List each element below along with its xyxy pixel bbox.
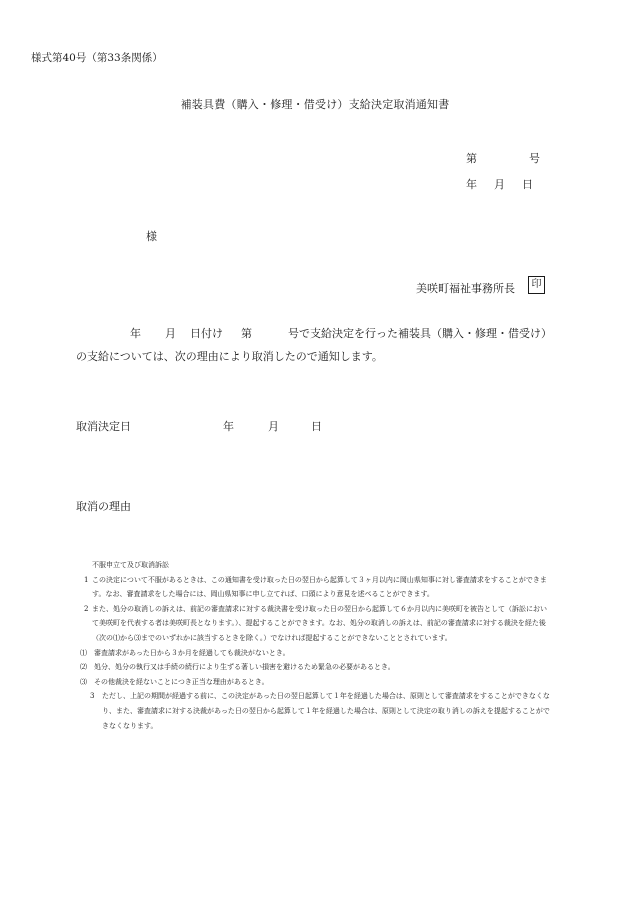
item-number: ⑶ (80, 677, 87, 686)
dai-label: 第 (466, 152, 477, 165)
body-year: 年 (130, 327, 141, 340)
paragraph-number: 3 (90, 692, 95, 701)
form-number: 様式第40号（第33条関係） (31, 52, 163, 64)
body-paragraph (76, 322, 556, 368)
cancel-date-row (76, 418, 322, 434)
paragraph-text: また、処分の取消しの訴えは、前記の審査請求に対する裁決書を受け取った日の翌日から起算して６か月以内に美咲町を被告として（訴訟において美咲町を代表する者は美咲町長となります。）、提起することができます。なお、処分の取消しの訴えは、前記の審査請求に対する裁決を経た後（次の⑴から⑶までのいずれかに該当するときを除く。）でなければ提起することができないこととされています。 (92, 604, 547, 642)
notice-title: 不服申立て及び取消訴訟 (92, 561, 169, 569)
addressee: 様 (146, 230, 157, 243)
cancel-day: 日 (311, 420, 322, 433)
document-number (466, 150, 540, 166)
paragraph-text: この決定について不服があるときは、この通知書を受け取った日の翌日から起算して３ヶ月以内に岡山県知事に対し審査請求をすることができます。なお、審査請求をした場合には、岡山県知事に申し立てれば、口頭により意見を述べることができます。 (92, 575, 547, 599)
appeal-notice (80, 558, 550, 733)
cancel-date-label: 取消決定日 (76, 420, 131, 433)
paragraph-number: 1 (84, 575, 89, 584)
day-label: 日 (522, 178, 533, 191)
month-label: 月 (494, 178, 505, 191)
body-month: 月 (165, 327, 176, 340)
body-dai: 第 (241, 327, 252, 340)
notice-item-3 (80, 675, 550, 690)
year-label: 年 (466, 178, 477, 191)
item-text: その他裁決を経ないことにつき正当な理由があるとき。 (94, 677, 269, 686)
body-date-suffix: 日付け (190, 327, 223, 340)
notice-paragraph-2 (80, 602, 550, 646)
cancel-year: 年 (223, 420, 234, 433)
reason-label: 取消の理由 (76, 500, 131, 513)
item-number: ⑴ (80, 648, 87, 657)
body-text: 号で支給決定を行った補装具（購入・修理・借受け）の支給については、次の理由により取消したので通知します。 (76, 327, 552, 363)
paragraph-number: 2 (84, 604, 89, 613)
go-label: 号 (529, 152, 540, 165)
notice-item-2 (80, 660, 550, 675)
notice-paragraph-3 (80, 689, 550, 733)
cancel-month: 月 (268, 420, 279, 433)
notice-item-1 (80, 646, 550, 661)
item-text: 処分、処分の執行又は手続の続行により生ずる著しい損害を避けるため緊急の必要があるとき。 (94, 663, 395, 672)
issuer-name: 美咲町福祉事務所長 (416, 282, 515, 295)
document-title: 補装具費（購入・修理・借受け）支給決定取消通知書 (180, 98, 450, 111)
paragraph-text: ただし、上記の期間が経過する前に、この決定があった日の翌日起算して１年を経過した場合は、原則として審査請求をすることができなくなり、また、審査請求に対する決裁があった日の翌日から起算して１年を経過した場合は、原則として決定の取り消しの訴えを提起することができなくなります。 (102, 692, 550, 730)
issue-date (466, 176, 533, 192)
notice-paragraph-1 (80, 573, 550, 602)
item-text: 審査請求があった日から３か月を経過しても裁決がないとき。 (94, 648, 290, 657)
seal-box: 印 (528, 276, 545, 294)
item-number: ⑵ (80, 663, 87, 672)
